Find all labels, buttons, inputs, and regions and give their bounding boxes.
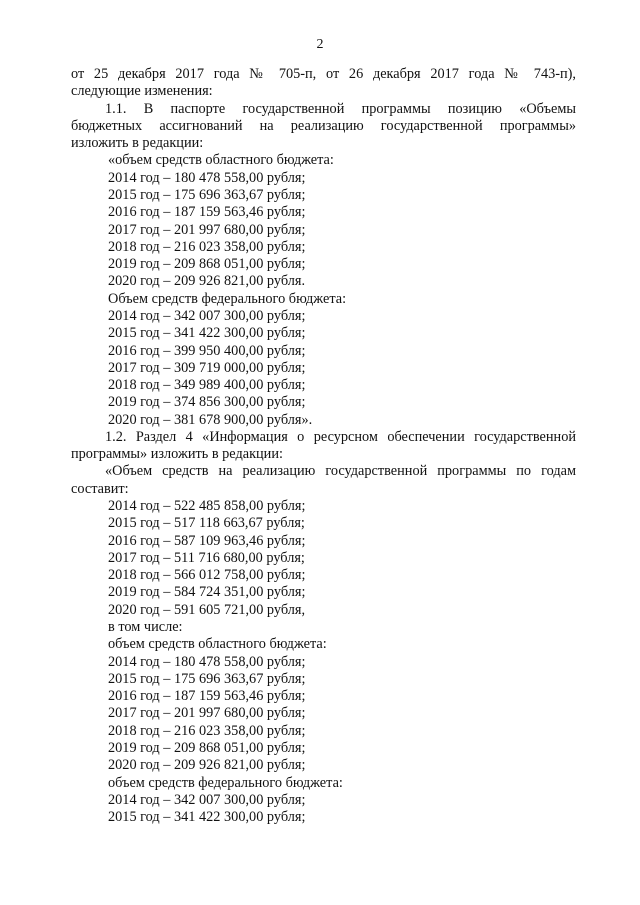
year-line: 2016 год – 399 950 400,00 рубля; (108, 342, 306, 359)
year-line: 2018 год – 566 012 758,00 рубля; (108, 567, 306, 584)
year-line: 2015 год – 341 422 300,00 рубля; (108, 325, 306, 342)
year-line: 2014 год – 342 007 300,00 рубля; (108, 307, 306, 324)
s11-federal-list (71, 308, 576, 429)
year-line: 2014 год – 180 478 558,00 рубля; (108, 169, 306, 186)
s12-federal-heading: объем средств федерального бюджета: (108, 774, 343, 791)
intro-line-1: от 25 декабря 2017 года № 705-п, от 26 декабря 2017 года № 743-п), (71, 66, 576, 82)
year-line: 2015 год – 341 422 300,00 рубля; (108, 809, 306, 826)
s12-including: в том числе: (108, 619, 183, 635)
year-line: 2017 год – 511 716 680,00 рубля; (108, 549, 305, 566)
year-line: 2017 год – 201 997 680,00 рубля; (108, 705, 306, 722)
section-1-1-line-3: изложить в редакции: (71, 135, 204, 152)
document-body (71, 66, 576, 826)
year-line: 2020 год – 381 678 900,00 рубля». (108, 411, 313, 428)
section-1-2-line-2: программы» изложить в редакции: (71, 446, 283, 463)
year-line: 2015 год – 175 696 363,67 рубля; (108, 670, 306, 687)
section-1-1-heading: 1.1. В паспорте государственной программы позицию «Объемы (105, 100, 576, 117)
s12-total-list (71, 498, 576, 619)
year-line: 2017 год – 309 719 000,00 рубля; (108, 359, 306, 376)
year-line: 2015 год – 517 118 663,67 рубля; (108, 515, 305, 532)
s11-regional-list (71, 170, 576, 291)
year-line: 2019 год – 374 856 300,00 рубля; (108, 394, 306, 411)
s12-regional-list (71, 654, 576, 775)
year-line: 2018 год – 216 023 358,00 рубля; (108, 722, 306, 739)
year-line: 2019 год – 584 724 351,00 рубля; (108, 584, 306, 601)
s11-regional-heading: «объем средств областного бюджета: (108, 152, 334, 169)
year-line: 2020 год – 209 926 821,00 рубля; (108, 757, 306, 774)
year-line: 2016 год – 187 159 563,46 рубля; (108, 688, 306, 705)
year-line: 2018 год – 216 023 358,00 рубля; (108, 238, 306, 255)
year-line: 2016 год – 187 159 563,46 рубля; (108, 204, 306, 221)
year-line: 2020 год – 209 926 821,00 рубля. (108, 273, 306, 290)
year-line: 2015 год – 175 696 363,67 рубля; (108, 186, 306, 203)
year-line: 2018 год – 349 989 400,00 рубля; (108, 377, 306, 394)
year-line: 2019 год – 209 868 051,00 рубля; (108, 256, 306, 273)
section-1-1-line-2: бюджетных ассигнований на реализацию государственной программы» (71, 117, 576, 134)
year-line: 2020 год – 591 605 721,00 рубля, (108, 601, 306, 618)
s11-federal-heading: Объем средств федерального бюджета: (108, 290, 347, 307)
s12-regional-heading: объем средств областного бюджета: (108, 636, 327, 653)
year-line: 2014 год – 180 478 558,00 рубля; (108, 653, 306, 670)
year-line: 2014 год – 342 007 300,00 рубля; (108, 791, 306, 808)
year-line: 2016 год – 587 109 963,46 рубля; (108, 532, 306, 549)
section-1-2-line-3: «Объем средств на реализацию государственной программы по годам (105, 463, 576, 480)
section-1-2-line-4: составит: (71, 480, 129, 497)
s12-federal-list (71, 792, 576, 827)
year-line: 2017 год – 201 997 680,00 рубля; (108, 221, 306, 238)
year-line: 2019 год – 209 868 051,00 рубля; (108, 739, 306, 756)
intro-line-2: следующие изменения: (71, 83, 213, 100)
section-1-2-heading: 1.2. Раздел 4 «Информация о ресурсном обеспечении государственной (105, 428, 576, 445)
page-number: 2 (316, 37, 324, 52)
year-line: 2014 год – 522 485 858,00 рубля; (108, 498, 306, 515)
